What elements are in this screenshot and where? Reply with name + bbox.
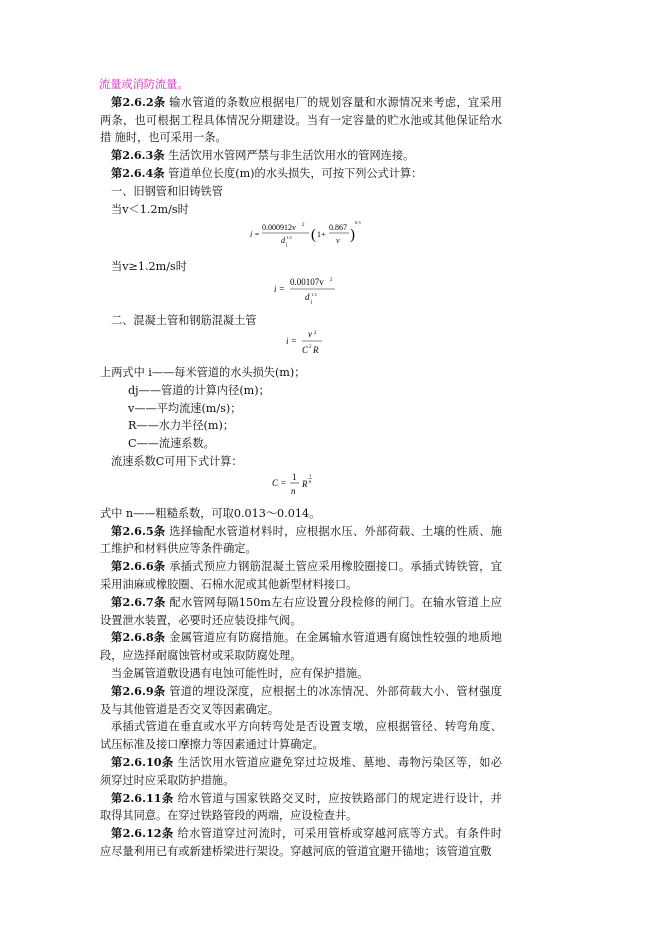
article-2-6-5 [100,523,502,559]
formula-2-numerator: 0.00107v [290,277,324,288]
article-number: 第2.6.10条 [111,754,174,769]
definitions-list [100,382,502,453]
formula-1 [100,218,502,258]
formula-1-num-sup: 2 [302,223,305,229]
article-2-6-10 [100,754,502,790]
formula-1-den: d [281,236,285,246]
article-text: 管道单位长度(m)的水头损失，可按下列公式计算： [164,166,423,180]
formula-2-lhs: i = [274,284,285,295]
formula-3 [100,330,502,364]
article-2-6-6 [100,558,502,594]
article-number: 第2.6.2条 [111,94,166,109]
article-number: 第2.6.3条 [111,148,165,163]
article-2-6-3 [100,147,502,165]
article-text: 输水管道的条数应根据电厂的规划容量和水源情况来考虑，宜采用两条，也可根据工程具体情况分期建设。当有一定容量的贮水池或其他保证给水措 施时，也可采用一条。 [100,95,502,145]
article-2-6-12 [100,825,502,861]
article-number: 第2.6.4条 [111,165,165,180]
article-text: 选择输配水管道材料时，应根据水压、外部荷载、土壤的性质、施 工维护和材料供应等条件确定。 [100,524,502,556]
where-clause-2: 式中 n——粗糙系数，可取0.013～0.014。 [100,506,321,520]
article-text: 给水管道与国家铁路交叉时，应按铁路部门的规定进行设计，并 取得其同意。在穿过铁路管段的两端，应设检查井。 [100,791,502,823]
formula-2-block [100,276,502,312]
formula-4-den: n [291,485,296,496]
definition-item: dj——管道的计算内径(m)； [128,383,270,397]
article-number: 第2.6.11条 [111,790,174,805]
formula-4-lhs: C = [272,477,287,488]
flow-coefficient-intro: 流速系数C可用下式计算： [111,454,243,468]
formula-2 [100,276,502,312]
condition-low-velocity: 当v＜1.2m/s时 [111,202,189,216]
article-number: 第2.6.9条 [111,683,166,698]
formula-2-den-sub: j [311,300,313,306]
formula-1-paren-open: ( [311,227,316,244]
article-2-6-11 [100,790,502,826]
formula-2-num-sup: 2 [330,278,333,284]
formula-4 [100,471,502,505]
continued-fragment: 流量或消防流量。 [99,78,189,91]
condition-high-velocity: 当v≥1.2m/s时 [111,260,187,274]
formula-4-exp-den: 6 [309,478,312,484]
document-body [100,76,502,861]
heading-old-pipes: 一、旧钢管和旧铸铁管 [111,184,223,198]
formula-4-var: R [302,478,308,489]
article-2-6-8 [100,629,502,665]
article-number: 第2.6.6条 [111,559,166,574]
article-text: 给水管道穿过河流时，可采用管桥或穿越河底等方式。有条件时 应尽量利用已有或新建桥梁进行架设。穿越河底的管道宜避开锚地；该管道宜敷 [100,827,502,858]
formula-3-num-sup: 2 [314,330,317,336]
definition-item: R——水力半径(m)； [128,419,235,433]
formula-3-numerator: v [308,329,312,339]
formula-1-numerator: 0.000912v [262,223,296,233]
article-2-6-7 [100,594,502,630]
formula-1-frac2-num: 0.867 [329,223,347,233]
formula-1-one-plus: 1+ [317,230,326,240]
article-number: 第2.6.12条 [111,826,174,841]
article-text: 承插式预应力钢筋混凝土管应采用橡胶圈接口。承插式铸铁管，宜采用油麻或橡胶圈、石棉水泥或其他新型材料接口。 [100,560,502,591]
formula-1-den-sub: j [286,243,288,249]
article-2-6-9-extra: 承插式管道在垂直或水平方向转弯处是否设置支墩，应根据管径、转弯角度、试压标准及接口摩擦力等因素通过计算确定。 [100,720,502,752]
formula-3-block [100,330,502,364]
article-text: 管道的埋设深度，应根据土的冰冻情况、外部荷载大小、管材强度 及与其他管道是否交叉等因素确定。 [100,684,502,716]
article-text: 生活饮用水管网严禁与非生活饮用水的管网连接。 [164,149,415,163]
formula-1-frac2-den: v [336,236,340,246]
article-text: 生活饮用水管道应避免穿过垃圾堆、墓地、毒物污染区等，如必 须穿过时应采取防护措施。 [100,755,502,787]
definition-item: C——流速系数。 [128,437,215,451]
formula-4-numerator: 1 [292,471,297,482]
article-text: 金属管道应有防腐措施。在金属输水管道遇有腐蚀性较强的地质地段，应选择耐腐蚀管材或采取防腐处理。 [100,631,502,663]
article-text: 配水管网每隔150m左右应设置分段检修的闸门。在输水管道上应设置泄水装置，必要时还应装设排气阀。 [100,595,502,627]
formula-4-block [100,471,502,505]
formula-3-den-tail: R [313,344,319,355]
article-2-6-8-extra: 当金属管道敷设遇有电蚀可能性时，应有保护措施。 [111,666,369,680]
formula-3-den: C [302,344,309,355]
formula-2-den-sup: 1.3 [311,292,317,298]
formula-1-block [100,218,502,258]
article-number: 第2.6.8条 [111,630,166,645]
article-2-6-2 [100,94,502,147]
article-2-6-9 [100,683,502,719]
formula-3-den-sup: 2 [309,344,312,350]
formula-1-den-sup: 1.3 [286,235,292,241]
formula-3-lhs: i = [286,335,297,346]
article-2-6-4 [100,165,502,183]
article-number: 第2.6.7条 [111,594,166,609]
formula-4-exp-num: 1 [309,472,312,478]
heading-concrete-pipes: 二、混凝土管和钢筋混凝土管 [111,314,257,328]
definition-item: v——平均流速(m/s)； [128,401,242,415]
formula-1-lhs: i = [250,230,260,240]
formula-2-den: d [305,292,310,303]
formula-1-exp: 0.3 [355,220,361,226]
formula-1-paren-close: ) [350,227,355,244]
where-clause-1: 上两式中 i——每米管道的水头损失(m)； [100,365,306,379]
article-number: 第2.6.5条 [111,523,166,538]
